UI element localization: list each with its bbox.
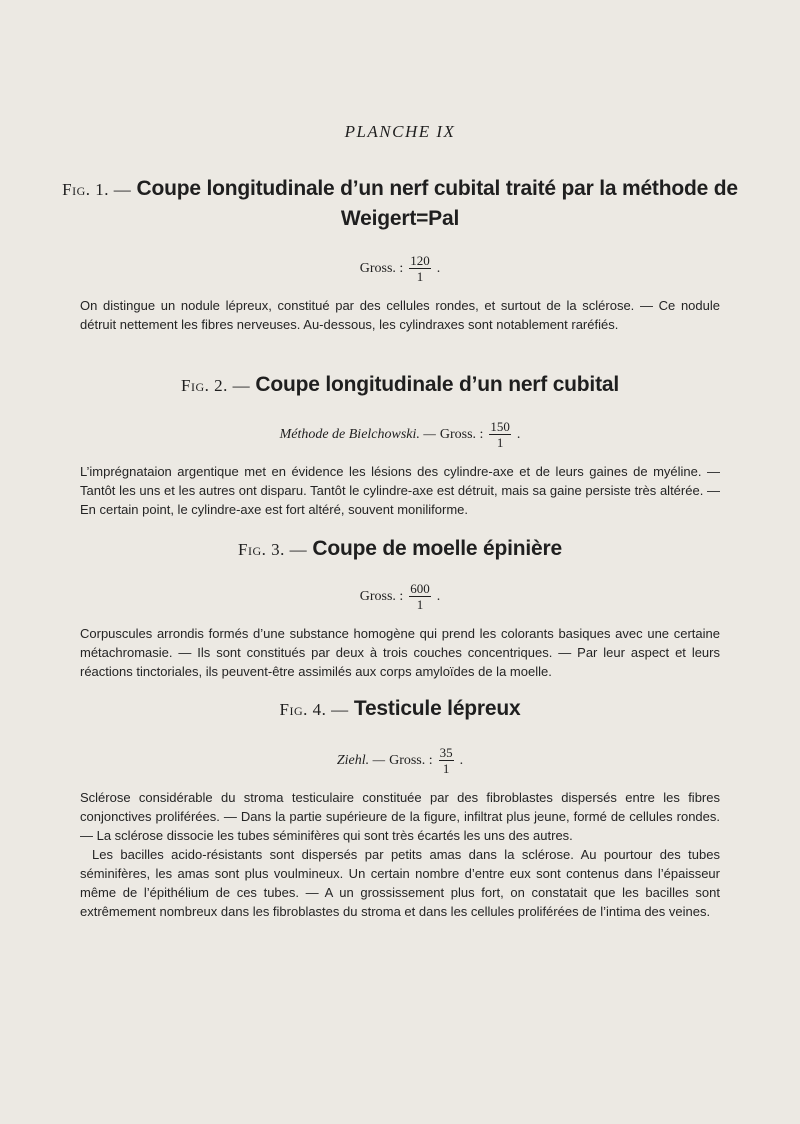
figure-4-mag-numerator: 35 [439, 745, 453, 760]
figure-3-label: Fig. 3. — [238, 540, 308, 559]
figure-4-heading [60, 694, 740, 724]
figure-4-mag-fraction [439, 746, 454, 775]
figure-3-mag-suffix: . [436, 588, 441, 604]
figure-2-method: Méthode de Bielchowski. — [279, 426, 436, 442]
figure-4-mag-denominator: 1 [442, 761, 450, 776]
figure-1-magnification [0, 254, 800, 290]
figure-4-description [80, 788, 720, 921]
figure-3-magnification [0, 582, 800, 618]
figure-2-heading [60, 370, 740, 400]
figure-4-paragraph-1: Sclérose considérable du stroma testiculaire constituée par des fibroblastes dispersés entre les fibres conjonctives proliférées. — Dans la partie supérieure de la figure, infiltrat plus jeune, formé de cellules rondes. — La sclérose dissocie les tubes séminifères qui sont très écartés les uns des autres. [80, 790, 720, 843]
figure-1-mag-denominator: 1 [416, 269, 424, 284]
figure-3-description [80, 624, 720, 681]
figure-2-label: Fig. 2. — [181, 376, 251, 395]
figure-3-title: Coupe de moelle épinière [312, 537, 562, 560]
figure-1-heading [60, 174, 740, 233]
figure-2-mag-suffix: . [516, 426, 521, 442]
figure-1-label: Fig. 1. — [62, 180, 132, 199]
figure-1-mag-prefix: Gross. : [359, 260, 404, 276]
figure-4-method: Ziehl. — [336, 752, 386, 768]
figure-3-heading [60, 534, 740, 564]
figure-3-mag-denominator: 1 [416, 597, 424, 612]
figure-4-paragraph-2: Les bacilles acido-résistants sont dispersés par petits amas dans la sclérose. Au pourtour des tubes séminifères, les amas sont plus voulmineux. Un certain nombre d’entre eux sont contenus dans l’épaisseur même de l’épithélium de ces tubes. — A un grossissement plus fort, on constatait que les bacilles sont extrêmement nombreux dans les fibroblastes du stroma et dans les cellules proliférées de l’intima des veines. [80, 847, 720, 919]
figure-1-mag-fraction [409, 254, 431, 283]
figure-3-mag-numerator: 600 [410, 581, 430, 596]
figure-2-mag-fraction [489, 420, 511, 449]
figure-2-mag-denominator: 1 [496, 435, 504, 450]
figure-4-mag-suffix: . [459, 752, 464, 768]
plate-title: PLANCHE IX [344, 122, 456, 141]
figure-1-description [80, 296, 720, 334]
figure-1-title: Coupe longitudinale d’un nerf cubital traité par la méthode de Weigert=Pal [136, 177, 738, 230]
figure-1-mag-suffix: . [436, 260, 441, 276]
figure-4-title: Testicule lépreux [353, 697, 521, 720]
figure-3-mag-prefix: Gross. : [359, 588, 404, 604]
figure-2-magnification [0, 420, 800, 456]
figure-4-magnification [0, 746, 800, 782]
figure-1-paragraph: On distingue un nodule lépreux, constitué par des cellules rondes, et surtout de la sclérose. — Ce nodule détruit nettement les fibres nerveuses. Au-dessous, les cylindraxes sont notablement raréfiés. [80, 298, 720, 332]
figure-4-mag-prefix: Gross. : [389, 752, 433, 768]
figure-4-label: Fig. 4. — [279, 700, 349, 719]
figure-3-paragraph: Corpuscules arrondis formés d’une substance homogène qui prend les colorants basiques avec une certaine métachromasie. — Ils sont constitués par deux à trois couches concentriques. — Par leur aspect et leurs réactions tinctoriales, ils peuvent-être assimilés aux corps amyloïdes de la moelle. [80, 626, 720, 679]
figure-2-paragraph: L’imprégnataion argentique met en évidence les lésions des cylindre-axe et de leurs gaines de myéline. — Tantôt les uns et les autres ont disparu. Tantôt le cylindre-axe est détruit, mais sa gaine persiste très altérée. — En certain point, le cylindre-axe est fort altéré, souvent moniliforme. [80, 464, 720, 517]
figure-3-mag-fraction [409, 582, 431, 611]
figure-2-description [80, 462, 720, 519]
figure-2-title: Coupe longitudinale d’un nerf cubital [255, 373, 619, 396]
figure-1-mag-numerator: 120 [410, 253, 430, 268]
figure-2-mag-prefix: Gross. : [439, 426, 484, 442]
figure-2-mag-numerator: 150 [490, 419, 510, 434]
